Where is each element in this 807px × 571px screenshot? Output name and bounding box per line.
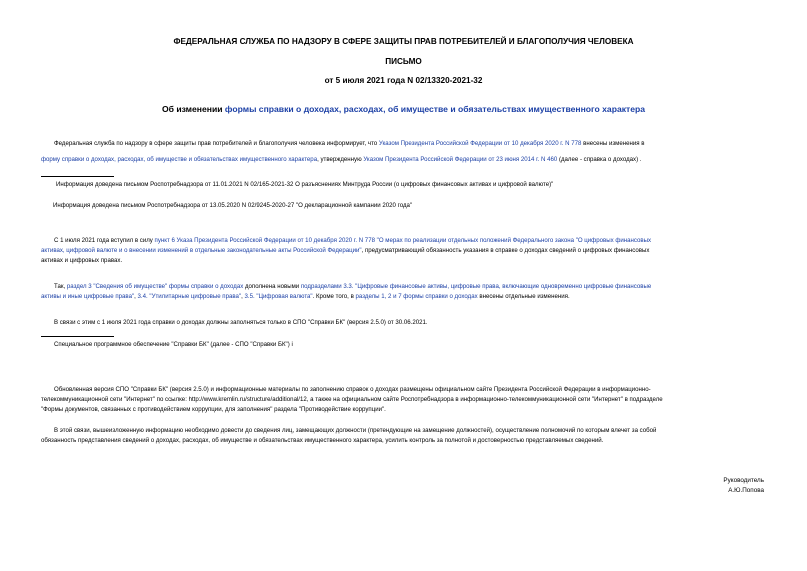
para3-line1 [54,282,651,292]
sections-127-link[interactable]: разделы 1, 2 и 7 формы справки о доходах [355,293,478,300]
footnote-divider [41,176,114,177]
para3-a: Так, [54,283,67,290]
document-type: ПИСЬМО [385,57,422,66]
para6-line1: В этой связи, вышеизложенную информацию необходимо довести до сведения лиц, замещающих должности (претендующие на замещение должностей), осуществление полномочий по которым влечет за собой [54,427,657,434]
para1-text: Федеральная служба по надзору в сфере защиты прав потребителей и благополучия человека информирует, что [54,140,379,147]
para2-line3: активах и цифровых правах. [41,257,123,264]
section-3-link[interactable]: раздел 3 "Сведения об имуществе" формы справки о доходах [66,283,244,290]
subsection-35-link[interactable]: 3.5. "Цифровая валюта" [244,293,313,300]
para3-b: дополнена новыми [243,283,301,290]
federal-law-link[interactable]: активах, цифровой валюте и о внесении изменений в отдельные законодательные акты Российской Федерации" [41,247,362,254]
para2-line2 [41,246,649,256]
para2-tail: , предусматривающий обязанность указания в справке о доходах сведений о цифровых финансовых [361,247,650,254]
para3-sep1: , [134,293,138,300]
para5-line3: "Формы документов, связанных с противодействием коррупции, для заполнения" раздела "Противодействие коррупции". [41,406,386,413]
para1-line2 [41,155,642,165]
signature-name: А.Ю.Попова [728,487,764,494]
agency-name: ФЕДЕРАЛЬНАЯ СЛУЖБА ПО НАДЗОРУ В СФЕРЕ ЗАЩИТЫ ПРАВ ПОТРЕБИТЕЛЕЙ И БЛАГОПОЛУЧИЯ ЧЕЛОВЕКА [173,37,634,46]
footnote-1: Информация доведена письмом Роспотребнадзора от 11.01.2021 N 02/165-2021-32 О разъяснениях Минтруда России (о цифровых финансовых активах и цифровой валюте)" [56,181,554,188]
para1-end: (далее - справка о доходах) . [557,156,642,163]
para1-tail: внесены изменения в [581,140,645,147]
para1-line1 [54,139,645,149]
para1-mid: , утвержденную [317,156,364,163]
decree-460-link[interactable]: Указом Президента Российской Федерации от 23 июня 2014 г. N 460 [363,156,558,163]
para5-line1: Обновленная версия СПО "Справки БК" (версия 2.5.0) и информационные материалы по заполнению справок о доходах размещены официальном сайте Президента Российской Федерации в информационно- [54,386,651,393]
digital-rights-link[interactable]: активы и иные цифровые права" [41,293,135,300]
footnote-divider-2 [41,336,114,337]
para3-c: . Кроме того, в [312,293,356,300]
para3-d: внесены отдельные изменения. [477,293,570,300]
para2-line1 [54,236,651,246]
para5-line2: телекоммуникационной сети "Интернет" по ссылке: http://www.kremlin.ru/structure/additional/12, а также на официальном сайте Роспотребнадзора в информационно-телекоммуникационной сети "Интернет" в подразделе [41,396,663,403]
para2-text: С 1 июля 2021 года вступил в силу [54,237,155,244]
decree-778-item6-link[interactable]: пункт 6 Указа Президента Российской Федерации от 10 декабря 2020 г. N 778 "О мерах по реализации отдельных положений Федерального закона "О цифровых финансовых [154,237,652,244]
subsection-34-link[interactable]: 3.4. "Утилитарные цифровые права" [137,293,242,300]
para3-sep2: , [241,293,245,300]
signature-position: Руководитель [723,477,764,484]
income-form-link[interactable]: форму справки о доходах, расходах, об имуществе и обязательствах имущественного характера [41,156,318,163]
document-title [0,104,807,114]
decree-778-link[interactable]: Указом Президента Российской Федерации от 10 декабря 2020 г. N 778 [378,140,582,147]
footnote-2: Информация доведена письмом Роспотребнадзора от 13.05.2020 N 02/9245-2020-27 "О декларационной кампании 2020 года" [53,202,413,209]
title-prefix: Об изменении [161,104,225,114]
title-link[interactable]: формы справки о доходах, расходах, об имуществе и обязательствах имущественного характера [224,104,646,114]
para6-line2: обязанность представления сведений о доходах, расходах, об имуществе и обязательствах имущественного характера, усилить контроль за полнотой и достоверностью представляемых сведений. [41,437,604,444]
footnote-3: Специальное программное обеспечение "Справки БК" (далее - СПО "Справки БК") i [54,341,293,348]
document-date-number: от 5 июля 2021 года N 02/13320-2021-32 [324,76,483,85]
subsection-33-link[interactable]: подразделами 3.3. "Цифровые финансовые активы, цифровые права, включающие одновременно цифровые финансовые [300,283,652,290]
para3-line2 [41,292,570,302]
para4: В связи с этим с 1 июля 2021 года справки о доходах должны заполняться только в СПО "Справки БК" (версия 2.5.0) от 30.06.2021. [54,319,428,326]
